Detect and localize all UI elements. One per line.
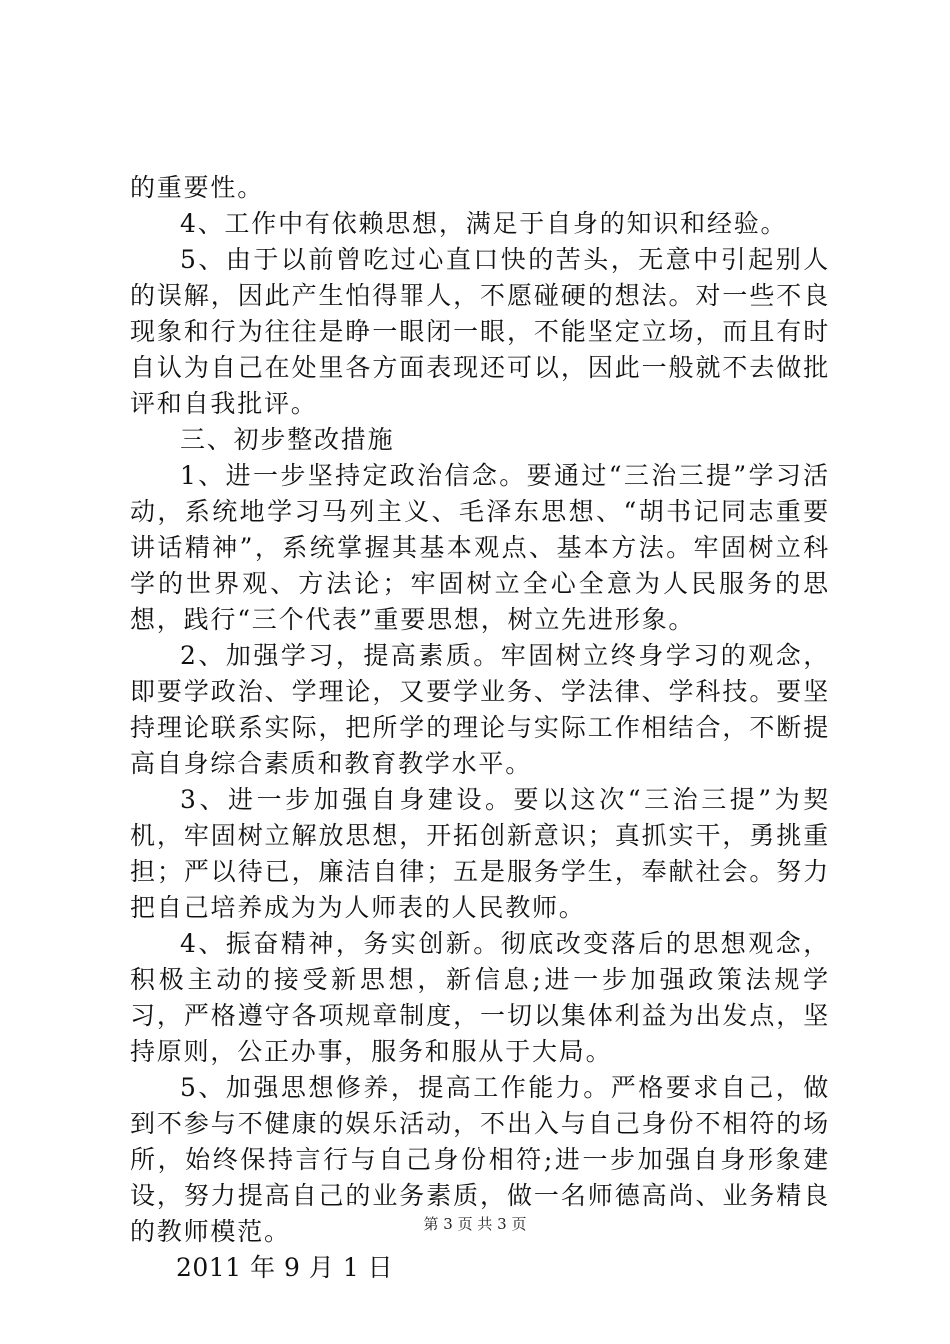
paragraph-item-5: 5、由于以前曾吃过心直口快的苦头，无意中引起别人的误解，因此产生怕得罪人，不愿碰硬的想法。对一些不良现象和行为往往是睁一眼闭一眼，不能坚定立场，而且有时自认为自己在处里各方面表现还可以，因此一般就不去做批评和自我批评。 xyxy=(130,245,830,418)
paragraph-measure-4: 4、振奋精神，务实创新。彻底改变落后的思想观念，积极主动的接受新思想，新信息;进一步加强政策法规学习，严格遵守各项规章制度，一切以集体利益为出发点，坚持原则，公正办事，服务和服从于大局。 xyxy=(130,929,830,1066)
section-heading-measures: 三、初步整改措施 xyxy=(180,425,395,454)
page-number-footer: 第 3 页 共 3 页 xyxy=(423,1215,527,1233)
paragraph-measure-1: 1、进一步坚持定政治信念。要通过“三治三提”学习活动，系统地学习马列主义、毛泽东思想、“胡书记同志重要讲话精神”，系统掌握其基本观点、基本方法。牢固树立科学的世界观、方法论；牢固树立全心全意为人民服务的思想，践行“三个代表”重要思想，树立先进形象。 xyxy=(130,461,830,634)
paragraph-item-4: 4、工作中有依赖思想，满足于自身的知识和经验。 xyxy=(180,209,788,238)
paragraph-measure-5: 5、加强思想修养，提高工作能力。严格要求自己，做到不参与不健康的娱乐活动，不出入与自己身份不相符的场所，始终保持言行与自己身份相符;进一步加强自身形象建设，努力提高自己的业务素质，做一名师德高尚、业务精良的教师模范。 xyxy=(130,1073,830,1246)
document-body xyxy=(130,170,830,1286)
document-date: 2011 年 9 月 1 日 xyxy=(176,1253,394,1282)
paragraph-measure-2: 2、加强学习，提高素质。牢固树立终身学习的观念，即要学政治、学理论，又要学业务、学法律、学科技。要坚持理论联系实际，把所学的理论与实际工作相结合，不断提高自身综合素质和教育教学水平。 xyxy=(130,641,830,778)
paragraph-measure-3: 3、进一步加强自身建设。要以这次“三治三提”为契机，牢固树立解放思想，开拓创新意识；真抓实干，勇挑重担；严以待已，廉洁自律；五是服务学生，奉献社会。努力把自己培养成为为人师表的人民教师。 xyxy=(130,785,830,922)
paragraph-continuation: 的重要性。 xyxy=(130,173,265,202)
